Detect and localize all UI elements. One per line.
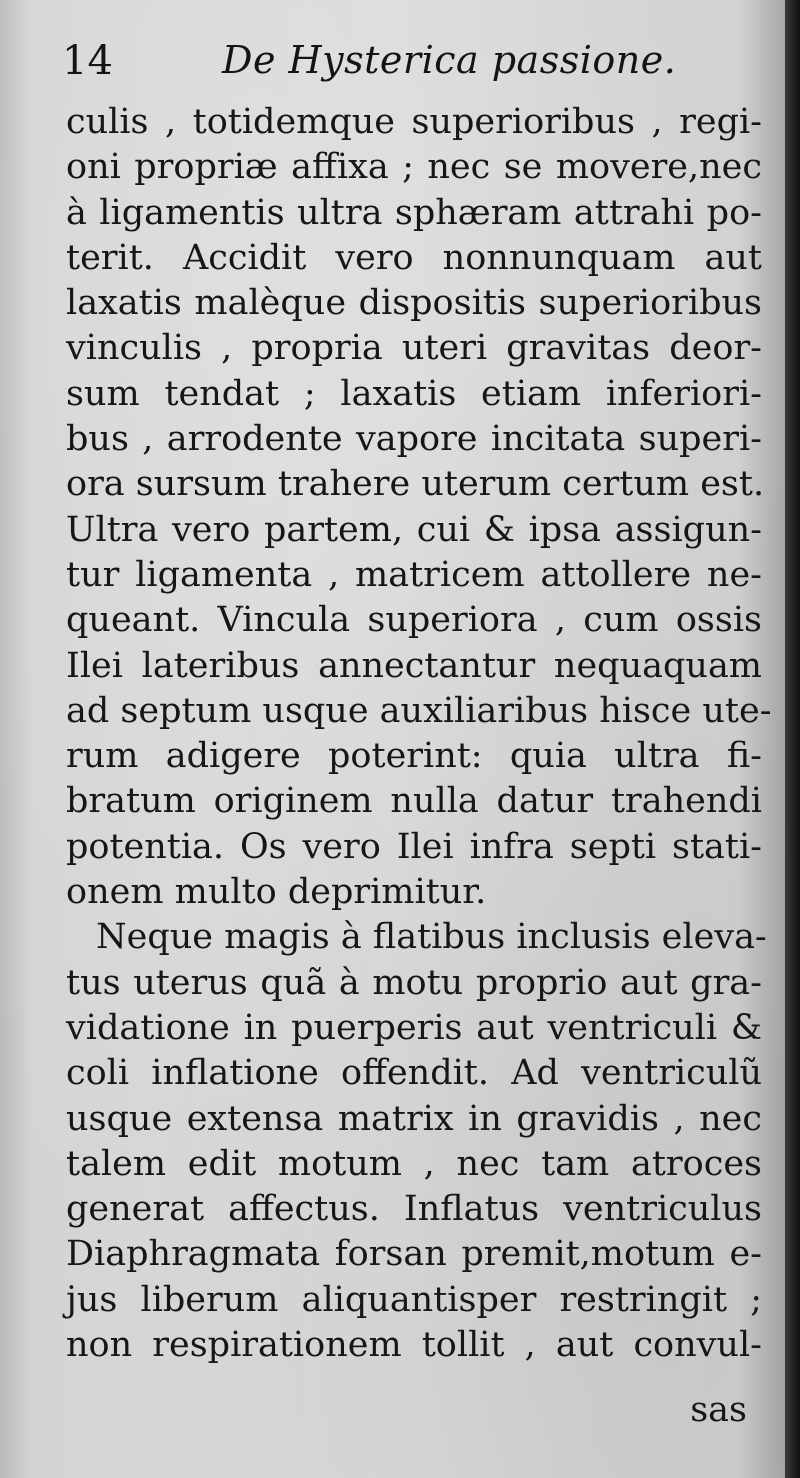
text-line: bus , arrodente vapore incitata superi- — [66, 419, 762, 460]
text-line: vidatione in puerperis aut ventriculi & — [66, 1007, 762, 1048]
text-line: onem multo deprimitur. — [66, 872, 487, 913]
text-line: ora sursum trahere uterum certum est. — [66, 464, 765, 505]
page-gutter — [785, 0, 800, 1478]
text-line: tur ligamenta , matricem attollere ne- — [66, 554, 762, 595]
text-line: coli inflatione offendit. Ad ventriculũ — [66, 1053, 762, 1094]
text-line: laxatis malèque dispositis superioribus — [66, 283, 762, 324]
running-title: De Hysterica passione. — [222, 38, 677, 82]
text-line: rum adigere poterint: quia ultra fi- — [66, 736, 762, 777]
text-line: Ilei lateribus annectantur nequaquam — [66, 645, 762, 686]
text-line: Neque magis à flatibus inclusis eleva- — [96, 917, 767, 958]
text-line: à ligamentis ultra sphæram attrahi po- — [66, 192, 762, 233]
text-line: generat affectus. Inflatus ventriculus — [66, 1189, 762, 1230]
text-line: Ultra vero partem, cui & ipsa assigun- — [66, 509, 762, 550]
text-line: vinculis , propria uteri gravitas deor- — [66, 328, 762, 369]
text-line: terit. Accidit vero nonnunquam aut — [66, 237, 762, 278]
text-line: talem edit motum , nec tam atroces — [66, 1143, 762, 1184]
text-line: bratum originem nulla datur trahendi — [66, 781, 762, 822]
text-line: queant. Vincula superiora , cum ossis — [66, 600, 762, 641]
text-line: culis , totidemque superioribus , regi- — [66, 102, 762, 142]
text-line: sum tendat ; laxatis etiam inferiori- — [66, 373, 762, 414]
text-line: ad septum usque auxiliaribus hisce ute- — [66, 690, 772, 731]
page-number: 14 — [62, 38, 113, 84]
text-body — [66, 100, 772, 1368]
running-head — [62, 38, 762, 88]
text-line: jus liberum aliquantisper restringit ; — [66, 1279, 762, 1320]
text-line: usque extensa matrix in gravidis , nec — [66, 1098, 762, 1139]
text-line: oni propriæ affixa ; nec se movere,nec — [66, 147, 762, 188]
text-line: potentia. Os vero Ilei infra septi stati- — [66, 826, 762, 867]
text-line: tus uterus quã à motu proprio aut gra- — [66, 962, 762, 1003]
text-line: Diaphragmata forsan premit,motum e- — [66, 1234, 762, 1275]
text-line: non respirationem tollit , aut convul- — [66, 1325, 762, 1366]
catchword: sas — [690, 1390, 747, 1430]
